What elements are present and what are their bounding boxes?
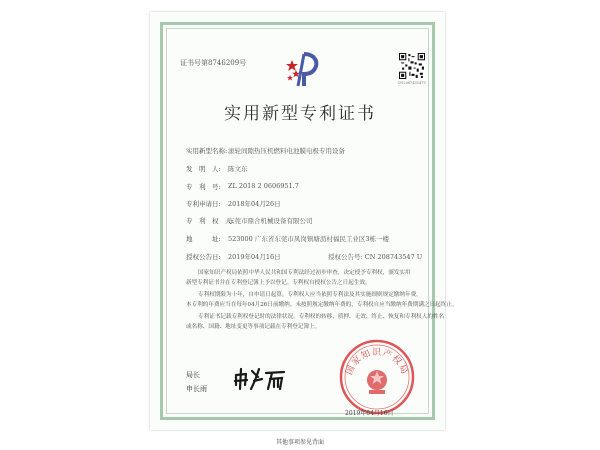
- seal-date: 2019年04月16日: [345, 410, 394, 417]
- field-label-patent-no: 专 利 号:: [186, 183, 221, 191]
- field-label-inventor: 发 明 人:: [186, 165, 221, 173]
- field-value-grant-date: 2019年04月16日: [228, 253, 281, 261]
- body-paragraph: 专利权期限为十年，自申请日起算。专利权人应当依照专利法及其实施细则规定缴纳年费。: [198, 292, 422, 298]
- field-label-address: 地 址:: [186, 235, 221, 243]
- field-label-grant-date: 授权公告日:: [186, 253, 221, 261]
- announcement-number: 授权公告号: CN 208743547 U: [328, 253, 423, 261]
- body-paragraph: 或名称、国籍、地址变更等事项记载在专利登记簿上。: [186, 324, 321, 330]
- footer-note: 其他事项参见背面: [275, 439, 324, 446]
- field-value-filing-date: 2018年04月26日: [228, 200, 281, 208]
- body-paragraph: 国家知识产权局依照中华人民共和国专利法经过初步审查，决定授予专利权，颁发实用: [198, 270, 411, 276]
- body-paragraph: 新型专利证书并在专利登记簿上予以登记。专利权自授权公告之日起生效。: [186, 280, 371, 286]
- field-label-filing-date: 专利申请日:: [186, 200, 221, 208]
- handwritten-signature-icon: [232, 365, 287, 393]
- field-label-name: 实用新型名称:: [186, 147, 228, 155]
- official-seal-icon: [338, 338, 416, 416]
- field-label-patentee: 专 利 权 人:: [186, 217, 234, 225]
- signer-name: 申长雨: [186, 385, 207, 393]
- qr-caption: CN208743547U: [397, 81, 427, 85]
- body-paragraph: 专利证书记载专利权登记时的法律状况。专利权的转移、质押、无效、终止、恢复和专利权人的姓名: [198, 314, 445, 320]
- field-value-address: 523000 广东省东莞市凤岗镇塘沥村福民工业区3栋一楼: [228, 235, 390, 243]
- svg-text:国家知识产权局: 国家知识产权局: [344, 348, 410, 377]
- field-value-inventor: 陈文东: [228, 165, 248, 173]
- qr-code-icon: [399, 53, 425, 79]
- field-value-patent-no: ZL 2018 2 0606951.7: [228, 182, 299, 190]
- cnipa-logo-icon: [284, 50, 324, 88]
- certificate-number: 证书号第8746209号: [180, 59, 247, 67]
- signer-block: [186, 370, 207, 394]
- field-value-name: 滚轮间隙热压机燃料电池膜电极专用设备: [228, 147, 345, 155]
- signer-title: 局长: [186, 371, 200, 379]
- body-paragraph: 本专利的年费应当在每年04月26日前缴纳。未按照规定缴纳年费的，专利权自应当缴纳年费期满之日起终止。: [186, 302, 458, 308]
- field-value-patentee: 东莞市鼎合机械设备有限公司: [228, 217, 313, 225]
- page-title: 实用新型专利证书: [224, 104, 376, 124]
